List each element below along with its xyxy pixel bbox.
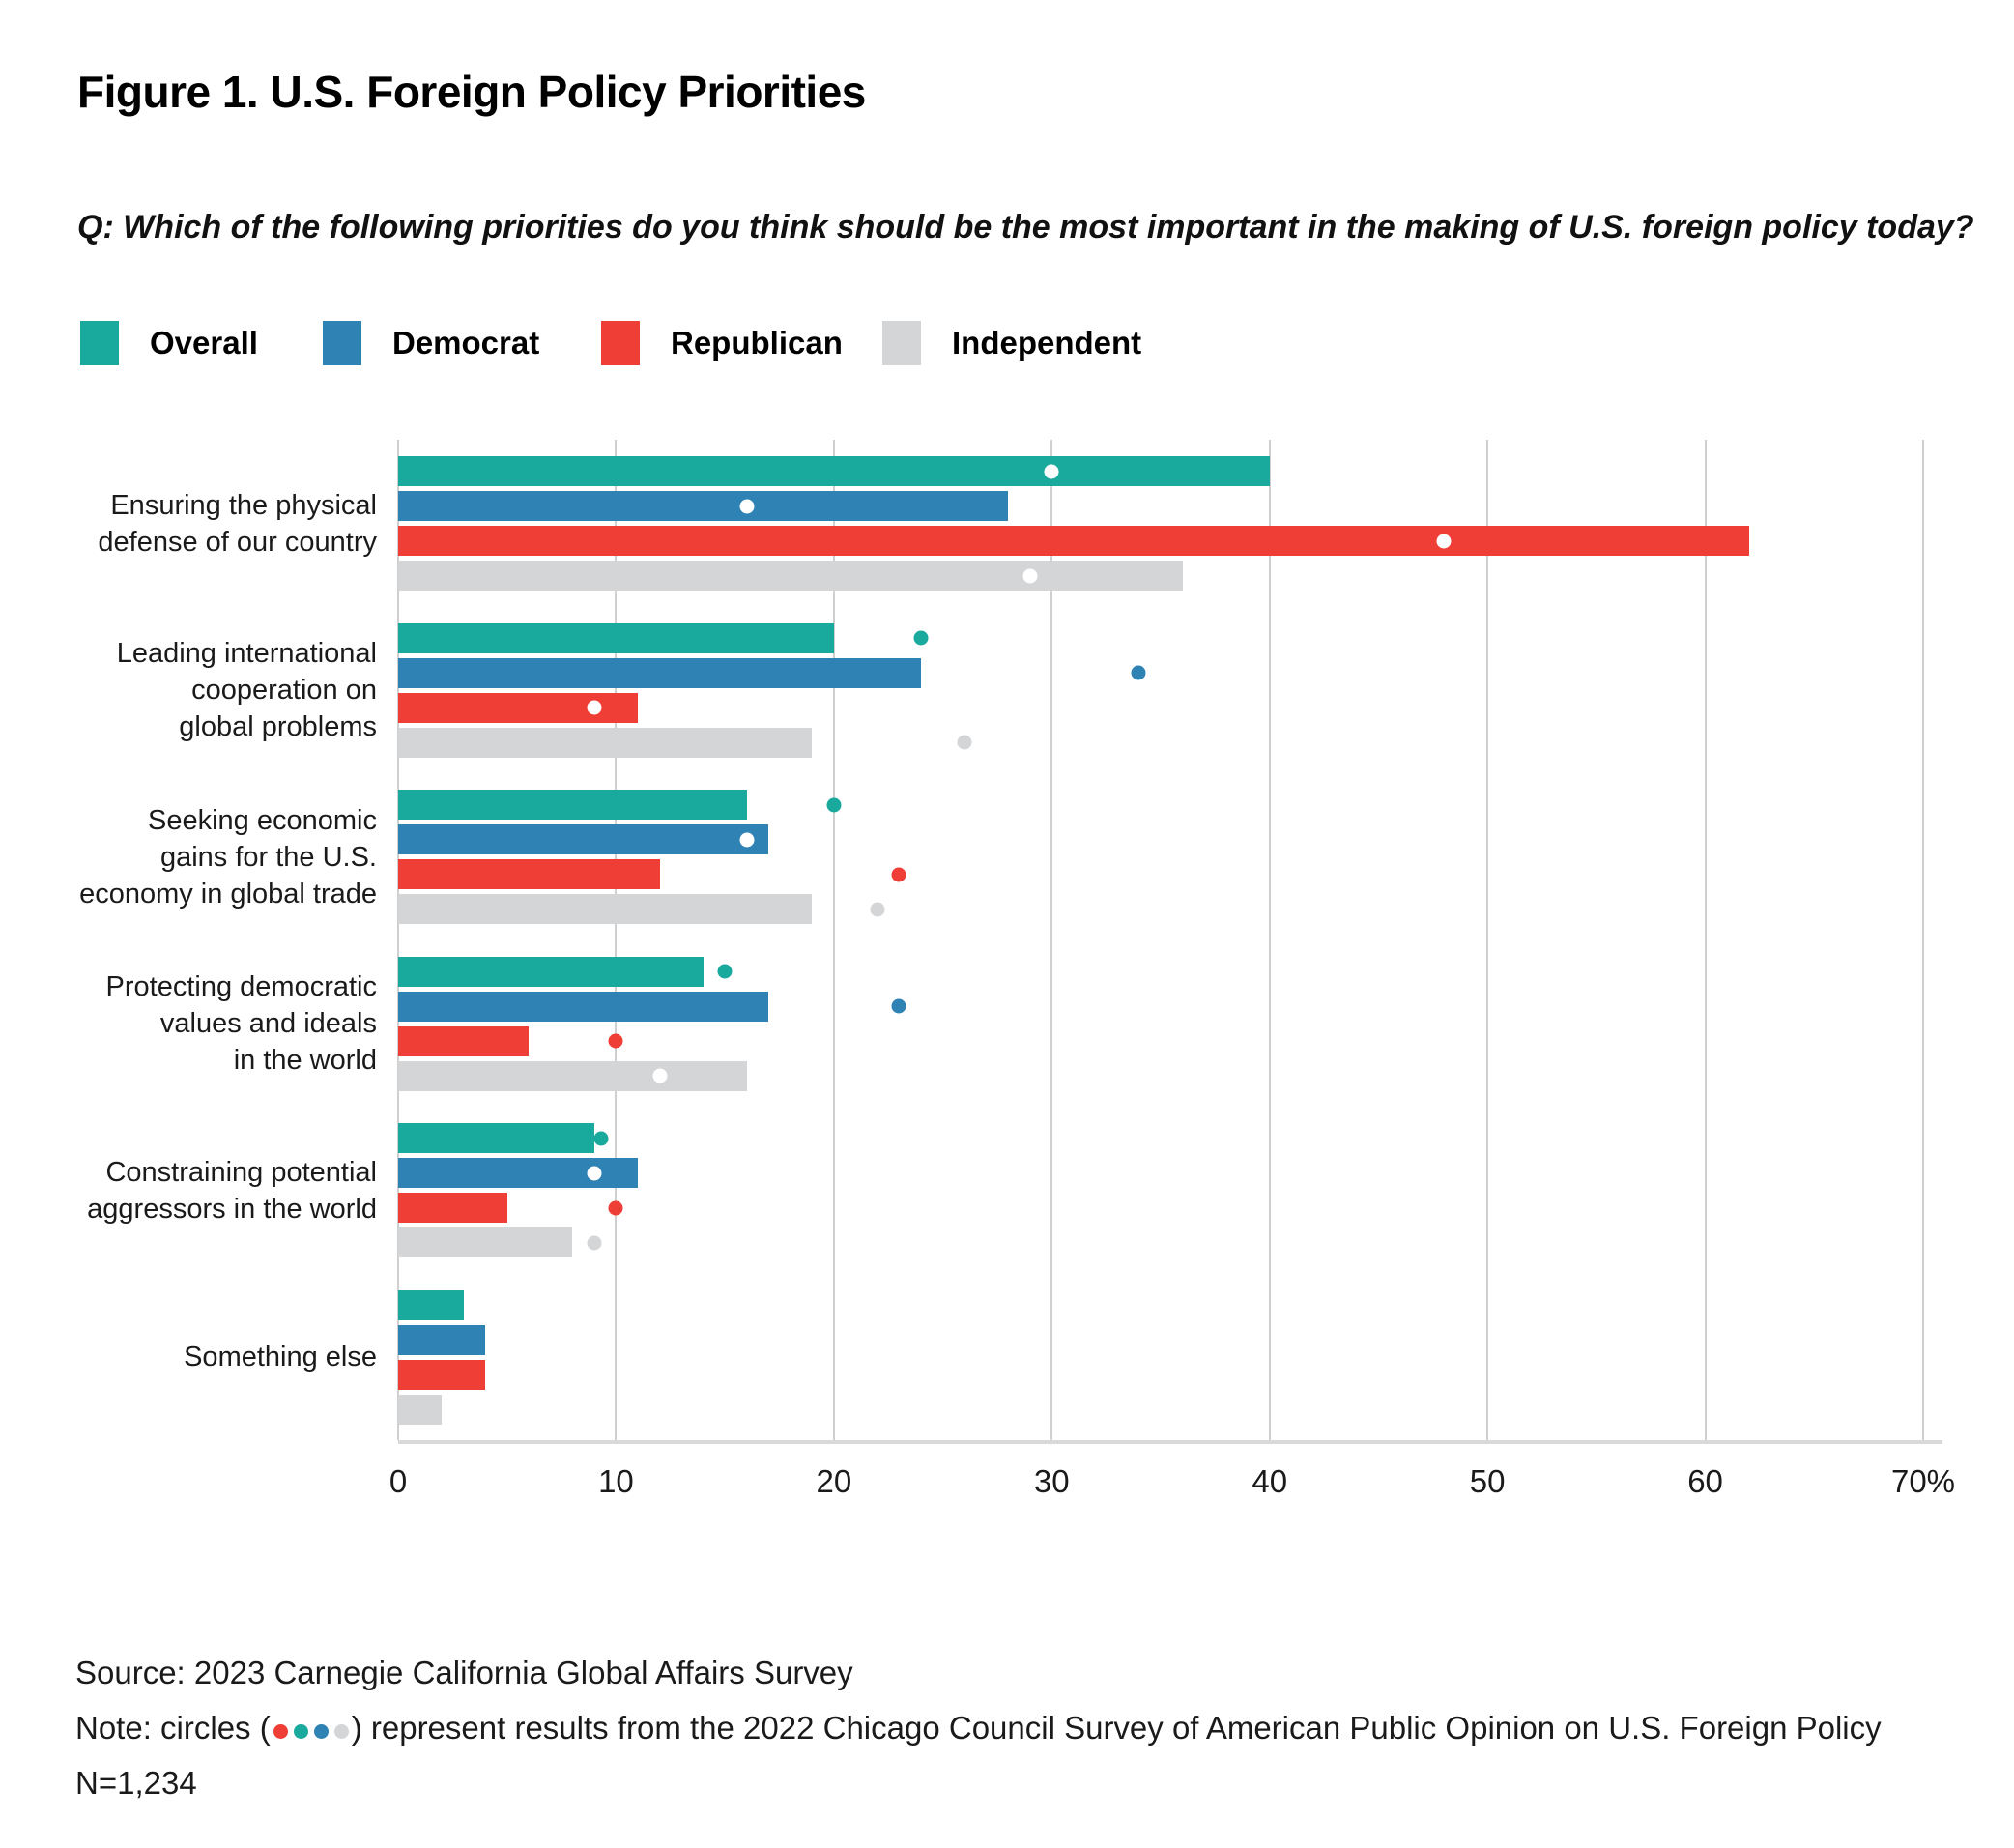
category-label: Seeking economic gains for the U.S. economy in global trade [79, 804, 377, 910]
note-dot-republican [273, 1724, 288, 1739]
legend-label: Overall [150, 325, 258, 361]
x-axis-tick-labels [388, 1463, 1956, 1512]
sample-size: N=1,234 [75, 1765, 197, 1801]
survey-dot-republican [1437, 534, 1452, 548]
legend-item-overall [80, 321, 258, 365]
survey-dot-democrat [739, 832, 754, 847]
legend-swatch-overall [80, 321, 119, 365]
x-tick-40: 40 [1252, 1463, 1288, 1499]
figure-title: Figure 1. U.S. Foreign Policy Priorities [77, 67, 866, 117]
bar-independent [398, 1061, 747, 1091]
bar-independent [398, 1227, 572, 1257]
bar-democrat [398, 658, 921, 688]
survey-dot-overall [718, 965, 733, 979]
x-tick-20: 20 [816, 1463, 852, 1499]
bar-independent [398, 1395, 442, 1425]
survey-dot-independent [870, 902, 884, 916]
survey-dot-independent [1022, 568, 1037, 583]
x-tick-60: 60 [1687, 1463, 1723, 1499]
note-dot-overall [294, 1724, 308, 1739]
bar-independent [398, 728, 812, 758]
category-label: Ensuring the physical defense of our country [98, 489, 377, 558]
survey-dot-democrat [587, 1166, 601, 1180]
bar-democrat [398, 1158, 638, 1188]
bar-row [398, 607, 1923, 774]
survey-dot-republican [892, 867, 906, 881]
bar-republican [398, 526, 1749, 556]
survey-dot-overall [1045, 464, 1059, 478]
note-line [75, 1700, 1882, 1755]
bar-overall [398, 623, 834, 653]
legend-swatch-independent [882, 321, 921, 365]
bar-row [398, 940, 1923, 1108]
source-line: Source: 2023 Carnegie California Global Affairs Survey [75, 1655, 853, 1690]
legend-item-republican [601, 321, 843, 365]
note-dot-samples [271, 1710, 352, 1746]
x-tick-30: 30 [1033, 1463, 1070, 1499]
bar-row [398, 773, 1923, 940]
bar-overall [398, 790, 747, 820]
chart-legend [0, 321, 2014, 367]
bar-democrat [398, 992, 768, 1022]
bar-overall [398, 1123, 594, 1153]
survey-dot-independent [958, 736, 972, 750]
bar-row [398, 1274, 1923, 1441]
legend-swatch-democrat [323, 321, 361, 365]
category-labels [54, 440, 377, 1440]
survey-dot-independent [652, 1069, 667, 1083]
x-tick-0: 0 [388, 1463, 408, 1499]
survey-dot-republican [609, 1034, 623, 1049]
legend-swatch-republican [601, 321, 640, 365]
chart-plot-area [398, 440, 1923, 1440]
bar-independent [398, 894, 812, 924]
note-dot-independent [334, 1724, 349, 1739]
bar-democrat [398, 491, 1008, 521]
x-tick-70: 70% [1890, 1463, 1956, 1499]
survey-dot-republican [609, 1200, 623, 1215]
bar-republican [398, 1360, 485, 1390]
x-tick-50: 50 [1469, 1463, 1506, 1499]
survey-dot-democrat [892, 999, 906, 1014]
legend-label: Democrat [392, 325, 540, 361]
survey-dot-overall [593, 1131, 608, 1145]
figure-footer [75, 1645, 1882, 1810]
category-label: Constraining potential aggressors in the world [87, 1156, 377, 1225]
bar-republican [398, 693, 638, 723]
bar-democrat [398, 1325, 485, 1355]
survey-dot-republican [587, 701, 601, 715]
survey-dot-overall [914, 631, 929, 646]
bar-row [398, 440, 1923, 607]
bar-republican [398, 1193, 507, 1223]
survey-dot-overall [826, 797, 841, 812]
bar-republican [398, 1026, 529, 1056]
legend-label: Republican [671, 325, 843, 361]
bar-overall [398, 1290, 464, 1320]
survey-question: Q: Which of the following priorities do you think should be the most important in the making of U.S. foreign policy today? [77, 209, 1974, 245]
bar-overall [398, 957, 704, 987]
legend-label: Independent [952, 325, 1142, 361]
category-label: Protecting democratic values and ideals in the world [105, 971, 377, 1076]
note-prefix: Note: circles ( [75, 1710, 271, 1746]
note-suffix: ) represent results from the 2022 Chicago Council Survey of American Public Opinion on U.S. Foreign Policy [351, 1710, 1882, 1746]
legend-item-independent [882, 321, 1141, 365]
bar-independent [398, 561, 1183, 591]
category-label: Something else [184, 1342, 377, 1372]
bar-democrat [398, 824, 768, 854]
bar-row [398, 1107, 1923, 1274]
x-tick-10: 10 [598, 1463, 634, 1499]
category-label: Leading international cooperation on global problems [116, 638, 377, 742]
bar-republican [398, 859, 660, 889]
survey-dot-democrat [1132, 666, 1146, 680]
legend-item-democrat [323, 321, 539, 365]
survey-dot-democrat [739, 499, 754, 513]
bar-overall [398, 456, 1270, 486]
survey-dot-independent [587, 1235, 601, 1250]
note-dot-democrat [314, 1724, 329, 1739]
x-axis-line [398, 1440, 1942, 1444]
